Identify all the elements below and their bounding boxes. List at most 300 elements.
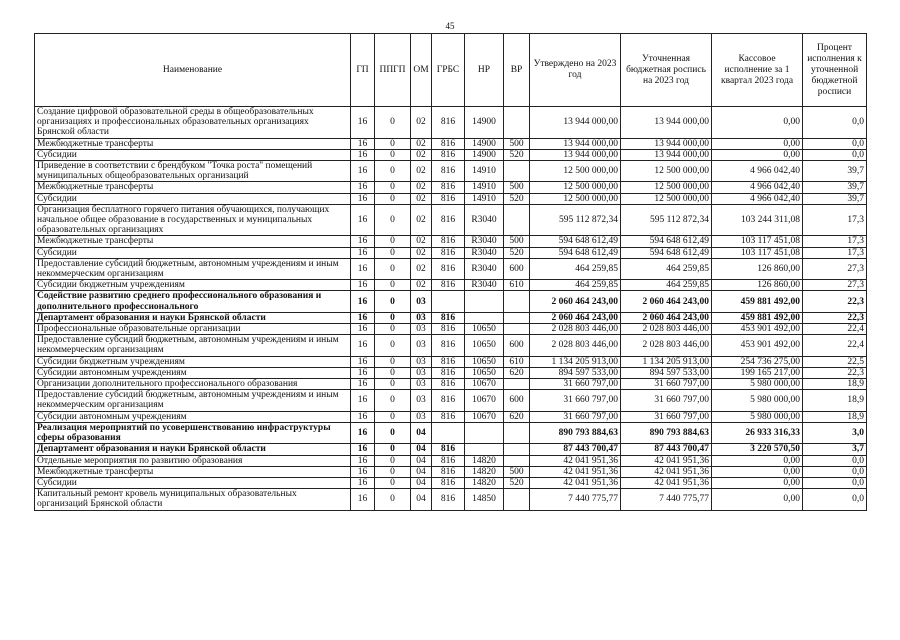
cell-cash: 103 117 451,08: [712, 236, 803, 247]
cell-vr: [504, 489, 530, 510]
cell-np: R3040: [465, 247, 504, 258]
cell-np: [465, 291, 504, 312]
cell-gp: 16: [351, 466, 375, 477]
cell-approved: 13 944 000,00: [530, 138, 621, 149]
cell-vr: 610: [504, 280, 530, 291]
cell-np: 14910: [465, 182, 504, 193]
cell-approved: 31 660 797,00: [530, 379, 621, 390]
cell-om: 03: [411, 312, 432, 323]
cell-refined: 12 500 000,00: [621, 182, 712, 193]
header-cash: Кассовое исполнение за 1 квартал 2023 года: [712, 34, 803, 107]
cell-vr: [504, 422, 530, 443]
cell-om: 03: [411, 411, 432, 422]
cell-grbs: 816: [432, 138, 465, 149]
header-row: [35, 34, 867, 107]
cell-approved: 87 443 700,47: [530, 444, 621, 455]
cell-grbs: 816: [432, 193, 465, 204]
cell-grbs: 816: [432, 379, 465, 390]
cell-cash: 126 860,00: [712, 258, 803, 279]
cell-gp: 16: [351, 477, 375, 488]
cell-om: 02: [411, 107, 432, 139]
cell-approved: 894 597 533,00: [530, 367, 621, 378]
cell-vr: 500: [504, 466, 530, 477]
cell-vr: 520: [504, 193, 530, 204]
cell-gp: 16: [351, 312, 375, 323]
cell-percent: 22,3: [803, 312, 867, 323]
table-row: [35, 335, 867, 356]
table-row: [35, 390, 867, 411]
cell-refined: 42 041 951,36: [621, 466, 712, 477]
cell-percent: 3,0: [803, 422, 867, 443]
cell-grbs: [432, 291, 465, 312]
cell-approved: 31 660 797,00: [530, 390, 621, 411]
cell-ppgp: 0: [375, 182, 411, 193]
cell-cash: 254 736 275,00: [712, 356, 803, 367]
table-row: [35, 422, 867, 443]
cell-grbs: 816: [432, 149, 465, 160]
cell-approved: 1 134 205 913,00: [530, 356, 621, 367]
cell-ppgp: 0: [375, 444, 411, 455]
cell-vr: [504, 312, 530, 323]
table-row: [35, 258, 867, 279]
cell-percent: 39,7: [803, 161, 867, 182]
cell-np: 14820: [465, 477, 504, 488]
cell-percent: 27,3: [803, 280, 867, 291]
cell-name: Межбюджетные трансферты: [35, 466, 351, 477]
cell-gp: 16: [351, 455, 375, 466]
cell-grbs: 816: [432, 280, 465, 291]
cell-vr: 620: [504, 367, 530, 378]
cell-vr: 610: [504, 356, 530, 367]
cell-np: 14910: [465, 193, 504, 204]
cell-name: Департамент образования и науки Брянской области: [35, 312, 351, 323]
header-ppgp: ППГП: [375, 34, 411, 107]
cell-om: 02: [411, 149, 432, 160]
cell-refined: 464 259,85: [621, 258, 712, 279]
cell-approved: 2 060 464 243,00: [530, 312, 621, 323]
cell-gp: 16: [351, 489, 375, 510]
cell-refined: 13 944 000,00: [621, 138, 712, 149]
cell-ppgp: 0: [375, 390, 411, 411]
cell-name: Субсидии: [35, 247, 351, 258]
cell-ppgp: 0: [375, 477, 411, 488]
cell-ppgp: 0: [375, 236, 411, 247]
cell-grbs: 816: [432, 455, 465, 466]
cell-grbs: 816: [432, 324, 465, 335]
cell-name: Создание цифровой образовательной среды в общеобразовательных организациях и профессиональных образовательных организациях Брянской области: [35, 107, 351, 139]
cell-refined: 2 060 464 243,00: [621, 291, 712, 312]
table-row: [35, 182, 867, 193]
cell-gp: 16: [351, 258, 375, 279]
cell-cash: 4 966 042,40: [712, 182, 803, 193]
cell-cash: 26 933 316,33: [712, 422, 803, 443]
cell-vr: 520: [504, 149, 530, 160]
cell-percent: 27,3: [803, 258, 867, 279]
table-body: [35, 107, 867, 511]
cell-gp: 16: [351, 390, 375, 411]
cell-om: 03: [411, 291, 432, 312]
cell-percent: 0,0: [803, 489, 867, 510]
cell-refined: 13 944 000,00: [621, 107, 712, 139]
cell-cash: 4 966 042,40: [712, 193, 803, 204]
header-vr: ВР: [504, 34, 530, 107]
cell-om: 02: [411, 161, 432, 182]
cell-cash: 103 244 311,08: [712, 204, 803, 236]
cell-om: 04: [411, 422, 432, 443]
cell-gp: 16: [351, 193, 375, 204]
table-row: [35, 280, 867, 291]
cell-ppgp: 0: [375, 107, 411, 139]
cell-approved: 13 944 000,00: [530, 107, 621, 139]
cell-grbs: 816: [432, 356, 465, 367]
table-row: [35, 455, 867, 466]
cell-ppgp: 0: [375, 291, 411, 312]
cell-cash: 5 980 000,00: [712, 411, 803, 422]
cell-gp: 16: [351, 335, 375, 356]
cell-percent: 22,3: [803, 291, 867, 312]
cell-np: [465, 444, 504, 455]
table-row: [35, 411, 867, 422]
cell-percent: 18,9: [803, 390, 867, 411]
cell-refined: 595 112 872,34: [621, 204, 712, 236]
cell-grbs: [432, 422, 465, 443]
cell-approved: 42 041 951,36: [530, 466, 621, 477]
cell-gp: 16: [351, 411, 375, 422]
header-grbs: ГРБС: [432, 34, 465, 107]
cell-cash: 3 220 570,50: [712, 444, 803, 455]
cell-cash: 0,00: [712, 489, 803, 510]
table-row: [35, 379, 867, 390]
cell-grbs: 816: [432, 161, 465, 182]
cell-gp: 16: [351, 444, 375, 455]
cell-name: Предоставление субсидий бюджетным, автономным учреждениям и иным некоммерческим организациям: [35, 258, 351, 279]
cell-percent: 0,0: [803, 138, 867, 149]
cell-ppgp: 0: [375, 489, 411, 510]
cell-approved: 594 648 612,49: [530, 236, 621, 247]
cell-om: 02: [411, 193, 432, 204]
cell-np: 10670: [465, 390, 504, 411]
cell-cash: 0,00: [712, 466, 803, 477]
cell-cash: 199 165 217,00: [712, 367, 803, 378]
table-row: [35, 477, 867, 488]
table-row: [35, 204, 867, 236]
cell-gp: 16: [351, 280, 375, 291]
cell-refined: 594 648 612,49: [621, 236, 712, 247]
cell-percent: 0,0: [803, 455, 867, 466]
cell-grbs: 816: [432, 367, 465, 378]
cell-name: Предоставление субсидий бюджетным, автономным учреждениям и иным некоммерческим организациям: [35, 335, 351, 356]
cell-grbs: 816: [432, 312, 465, 323]
cell-ppgp: 0: [375, 161, 411, 182]
cell-cash: 126 860,00: [712, 280, 803, 291]
cell-name: Межбюджетные трансферты: [35, 236, 351, 247]
cell-approved: 12 500 000,00: [530, 161, 621, 182]
cell-grbs: 816: [432, 390, 465, 411]
cell-ppgp: 0: [375, 204, 411, 236]
cell-ppgp: 0: [375, 247, 411, 258]
cell-approved: 42 041 951,36: [530, 455, 621, 466]
cell-refined: 31 660 797,00: [621, 411, 712, 422]
cell-np: [465, 312, 504, 323]
cell-np: R3040: [465, 280, 504, 291]
cell-cash: 453 901 492,00: [712, 335, 803, 356]
cell-refined: 1 134 205 913,00: [621, 356, 712, 367]
cell-approved: 2 028 803 446,00: [530, 324, 621, 335]
header-gp: ГП: [351, 34, 375, 107]
cell-percent: 0,0: [803, 466, 867, 477]
cell-om: 04: [411, 489, 432, 510]
cell-gp: 16: [351, 367, 375, 378]
cell-percent: 0,0: [803, 107, 867, 139]
cell-cash: 453 901 492,00: [712, 324, 803, 335]
cell-om: 02: [411, 247, 432, 258]
cell-gp: 16: [351, 138, 375, 149]
table-row: [35, 356, 867, 367]
cell-vr: 620: [504, 411, 530, 422]
cell-vr: [504, 324, 530, 335]
cell-name: Капитальный ремонт кровель муниципальных образовательных организаций Брянской области: [35, 489, 351, 510]
cell-gp: 16: [351, 422, 375, 443]
cell-ppgp: 0: [375, 455, 411, 466]
cell-name: Субсидии автономным учреждениям: [35, 367, 351, 378]
cell-approved: 594 648 612,49: [530, 247, 621, 258]
cell-name: Реализация мероприятий по усовершенствованию инфраструктуры сферы образования: [35, 422, 351, 443]
cell-np: R3040: [465, 204, 504, 236]
cell-np: 14900: [465, 138, 504, 149]
cell-om: 02: [411, 280, 432, 291]
cell-cash: 103 117 451,08: [712, 247, 803, 258]
table-row: [35, 193, 867, 204]
cell-name: Субсидии: [35, 193, 351, 204]
cell-vr: [504, 455, 530, 466]
cell-refined: 890 793 884,63: [621, 422, 712, 443]
header-percent: Процент исполнения к уточненной бюджетной росписи: [803, 34, 867, 107]
table-row: [35, 466, 867, 477]
table-row: [35, 312, 867, 323]
cell-ppgp: 0: [375, 422, 411, 443]
cell-om: 04: [411, 455, 432, 466]
cell-refined: 12 500 000,00: [621, 161, 712, 182]
cell-ppgp: 0: [375, 356, 411, 367]
cell-name: Субсидии бюджетным учреждениям: [35, 356, 351, 367]
cell-grbs: 816: [432, 107, 465, 139]
cell-ppgp: 0: [375, 411, 411, 422]
cell-om: 03: [411, 379, 432, 390]
cell-approved: 7 440 775,77: [530, 489, 621, 510]
cell-np: R3040: [465, 236, 504, 247]
cell-cash: 459 881 492,00: [712, 312, 803, 323]
table-row: [35, 367, 867, 378]
cell-name: Межбюджетные трансферты: [35, 138, 351, 149]
cell-name: Межбюджетные трансферты: [35, 182, 351, 193]
cell-gp: 16: [351, 107, 375, 139]
cell-gp: 16: [351, 236, 375, 247]
table-row: [35, 444, 867, 455]
cell-ppgp: 0: [375, 258, 411, 279]
cell-om: 03: [411, 324, 432, 335]
cell-vr: [504, 107, 530, 139]
cell-om: 02: [411, 236, 432, 247]
cell-name: Организация бесплатного горячего питания обучающихся, получающих начальное общее образование в государственных и муниципальных образовательных организациях: [35, 204, 351, 236]
cell-name: Департамент образования и науки Брянской области: [35, 444, 351, 455]
table-row: [35, 107, 867, 139]
cell-approved: 595 112 872,34: [530, 204, 621, 236]
cell-percent: 22,4: [803, 324, 867, 335]
cell-gp: 16: [351, 204, 375, 236]
cell-gp: 16: [351, 291, 375, 312]
cell-cash: 0,00: [712, 149, 803, 160]
cell-np: 10650: [465, 324, 504, 335]
cell-grbs: 816: [432, 247, 465, 258]
cell-approved: 890 793 884,63: [530, 422, 621, 443]
cell-cash: 0,00: [712, 138, 803, 149]
cell-gp: 16: [351, 379, 375, 390]
cell-percent: 39,7: [803, 182, 867, 193]
cell-percent: 22,4: [803, 335, 867, 356]
cell-gp: 16: [351, 161, 375, 182]
header-refined: Уточненная бюджетная роспись на 2023 год: [621, 34, 712, 107]
cell-refined: 12 500 000,00: [621, 193, 712, 204]
cell-vr: 500: [504, 236, 530, 247]
cell-refined: 894 597 533,00: [621, 367, 712, 378]
cell-grbs: 816: [432, 204, 465, 236]
cell-vr: 600: [504, 390, 530, 411]
cell-ppgp: 0: [375, 367, 411, 378]
cell-name: Содействие развитию среднего профессионального образования и дополнительного профессионального: [35, 291, 351, 312]
cell-approved: 31 660 797,00: [530, 411, 621, 422]
table-row: [35, 236, 867, 247]
cell-om: 03: [411, 356, 432, 367]
cell-grbs: 816: [432, 444, 465, 455]
table-row: [35, 291, 867, 312]
cell-percent: 18,9: [803, 379, 867, 390]
table-row: [35, 149, 867, 160]
cell-name: Субсидии: [35, 477, 351, 488]
cell-percent: 3,7: [803, 444, 867, 455]
cell-vr: 500: [504, 138, 530, 149]
cell-gp: 16: [351, 247, 375, 258]
cell-gp: 16: [351, 149, 375, 160]
cell-np: 10650: [465, 367, 504, 378]
cell-approved: 12 500 000,00: [530, 182, 621, 193]
cell-om: 03: [411, 335, 432, 356]
cell-cash: 5 980 000,00: [712, 390, 803, 411]
cell-np: 14850: [465, 489, 504, 510]
table-row: [35, 247, 867, 258]
cell-name: Организации дополнительного профессионального образования: [35, 379, 351, 390]
cell-np: 10650: [465, 356, 504, 367]
cell-grbs: 816: [432, 335, 465, 356]
cell-refined: 2 028 803 446,00: [621, 335, 712, 356]
cell-vr: 600: [504, 258, 530, 279]
cell-grbs: 816: [432, 411, 465, 422]
table-row: [35, 138, 867, 149]
cell-name: Субсидии автономным учреждениям: [35, 411, 351, 422]
cell-name: Предоставление субсидий бюджетным, автономным учреждениям и иным некоммерческим организациям: [35, 390, 351, 411]
cell-np: 10650: [465, 335, 504, 356]
cell-refined: 7 440 775,77: [621, 489, 712, 510]
cell-ppgp: 0: [375, 466, 411, 477]
cell-cash: 459 881 492,00: [712, 291, 803, 312]
cell-percent: 0,0: [803, 477, 867, 488]
cell-cash: 5 980 000,00: [712, 379, 803, 390]
header-om: ОМ: [411, 34, 432, 107]
cell-refined: 594 648 612,49: [621, 247, 712, 258]
cell-approved: 12 500 000,00: [530, 193, 621, 204]
cell-grbs: 816: [432, 258, 465, 279]
table-row: [35, 324, 867, 335]
cell-ppgp: 0: [375, 138, 411, 149]
cell-np: 14820: [465, 466, 504, 477]
cell-grbs: 816: [432, 489, 465, 510]
header-name: Наименование: [35, 34, 351, 107]
cell-vr: [504, 379, 530, 390]
cell-name: Приведение в соответствии с брендбуком "Точка роста" помещений муниципальных общеобразовательных организаций: [35, 161, 351, 182]
cell-name: Отдельные мероприятия по развитию образования: [35, 455, 351, 466]
cell-percent: 18,9: [803, 411, 867, 422]
cell-name: Профессиональные образовательные организации: [35, 324, 351, 335]
cell-name: Субсидии: [35, 149, 351, 160]
cell-refined: 31 660 797,00: [621, 390, 712, 411]
cell-np: 10670: [465, 411, 504, 422]
cell-ppgp: 0: [375, 149, 411, 160]
cell-refined: 42 041 951,36: [621, 455, 712, 466]
cell-np: 14910: [465, 161, 504, 182]
table-row: [35, 489, 867, 510]
cell-gp: 16: [351, 182, 375, 193]
cell-cash: 0,00: [712, 107, 803, 139]
cell-percent: 0,0: [803, 149, 867, 160]
cell-vr: 500: [504, 182, 530, 193]
cell-om: 02: [411, 182, 432, 193]
cell-percent: 22,3: [803, 367, 867, 378]
cell-om: 03: [411, 390, 432, 411]
cell-grbs: 816: [432, 182, 465, 193]
cell-refined: 2 060 464 243,00: [621, 312, 712, 323]
cell-approved: 2 060 464 243,00: [530, 291, 621, 312]
cell-approved: 2 028 803 446,00: [530, 335, 621, 356]
cell-ppgp: 0: [375, 324, 411, 335]
cell-np: 14900: [465, 149, 504, 160]
cell-approved: 13 944 000,00: [530, 149, 621, 160]
budget-table: [34, 33, 867, 511]
header-np: НР: [465, 34, 504, 107]
cell-vr: [504, 204, 530, 236]
cell-vr: 600: [504, 335, 530, 356]
cell-gp: 16: [351, 356, 375, 367]
header-approved: Утверждено на 2023 год: [530, 34, 621, 107]
cell-np: [465, 422, 504, 443]
cell-np: 14900: [465, 107, 504, 139]
page-number: 45: [445, 21, 455, 31]
cell-om: 04: [411, 466, 432, 477]
cell-cash: 0,00: [712, 477, 803, 488]
cell-ppgp: 0: [375, 312, 411, 323]
cell-refined: 13 944 000,00: [621, 149, 712, 160]
cell-refined: 464 259,85: [621, 280, 712, 291]
cell-cash: 4 966 042,40: [712, 161, 803, 182]
cell-om: 03: [411, 367, 432, 378]
cell-vr: 520: [504, 477, 530, 488]
cell-ppgp: 0: [375, 335, 411, 356]
cell-vr: [504, 444, 530, 455]
cell-om: 02: [411, 138, 432, 149]
cell-ppgp: 0: [375, 193, 411, 204]
cell-refined: 42 041 951,36: [621, 477, 712, 488]
cell-percent: 39,7: [803, 193, 867, 204]
cell-np: 14820: [465, 455, 504, 466]
cell-refined: 2 028 803 446,00: [621, 324, 712, 335]
